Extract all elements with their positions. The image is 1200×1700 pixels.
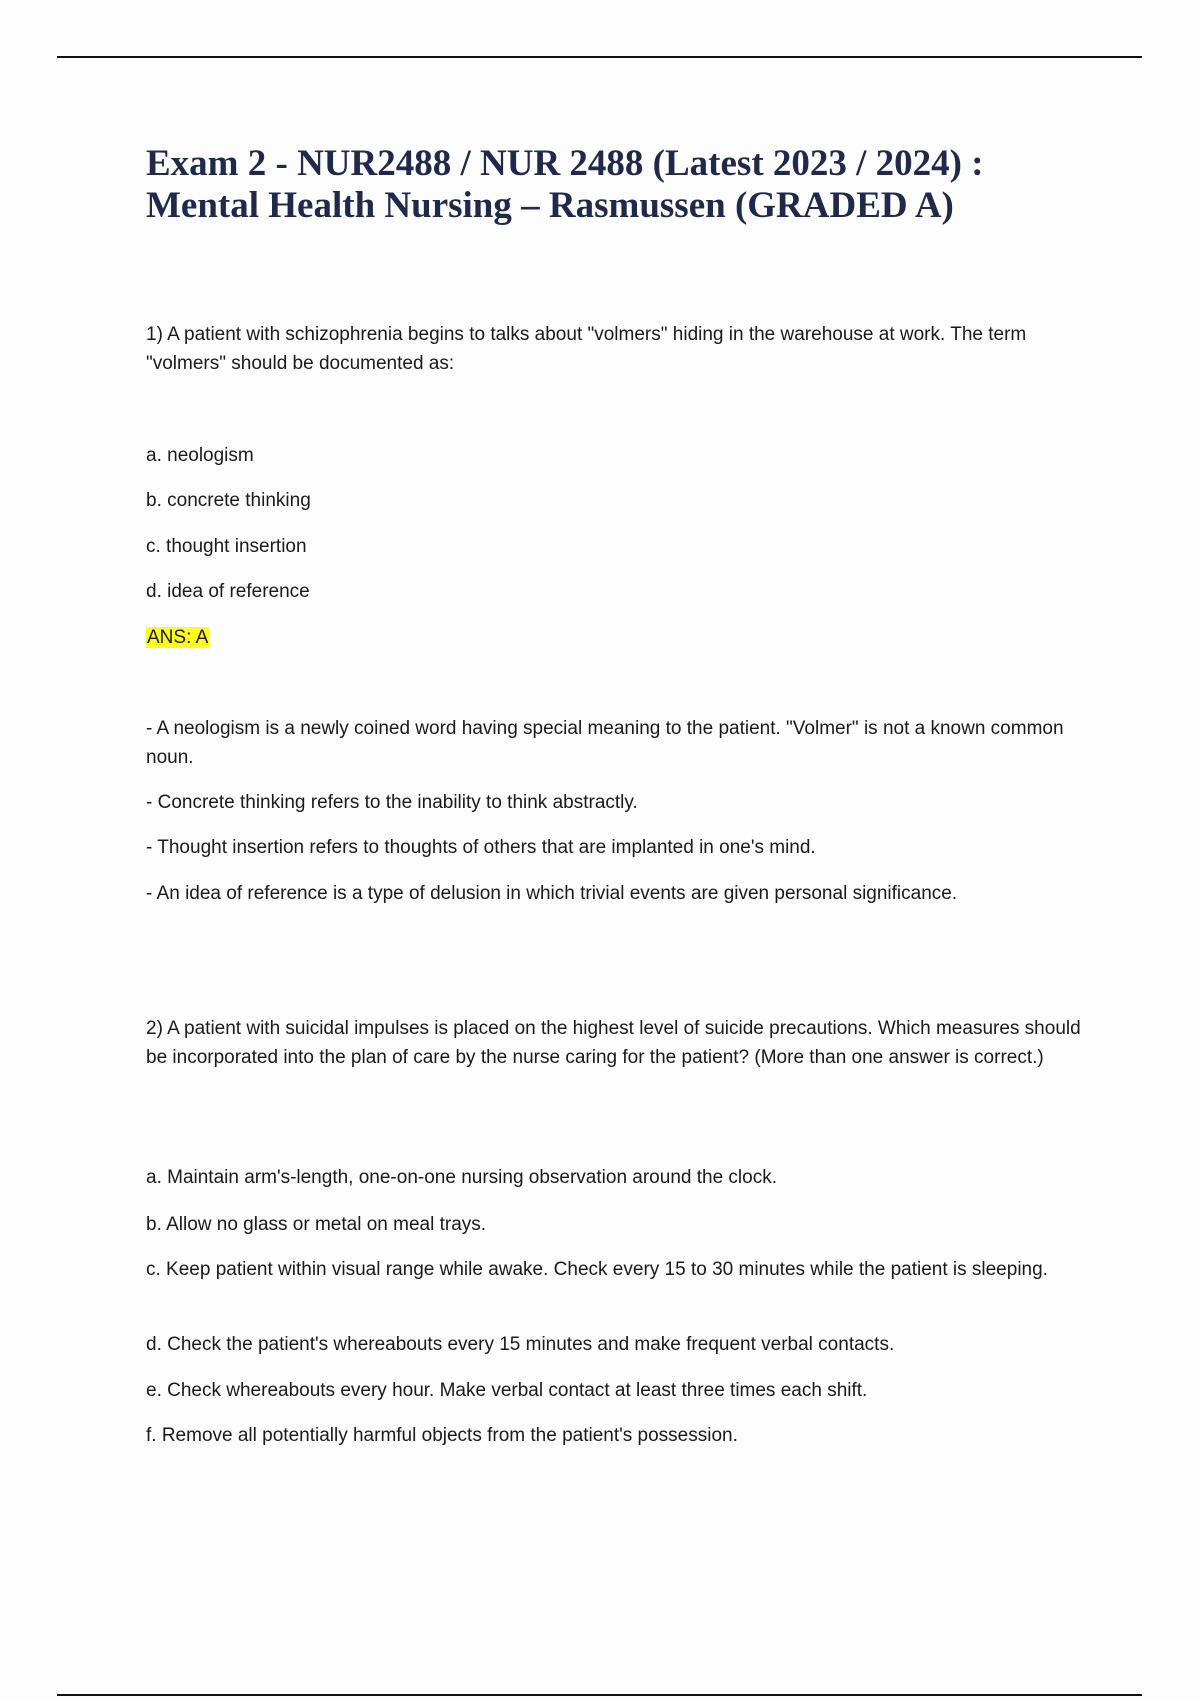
title-line-1: Exam 2 - NUR2488 / NUR 2488 (Latest 2023 / 2024) : (146, 143, 984, 184)
question-1-rationale-2: - Concrete thinking refers to the inability to think abstractly. (146, 792, 638, 813)
question-1-rationale-4: - An idea of reference is a type of delusion in which trivial events are given personal significance. (146, 883, 958, 904)
question-2-stem: 2) A patient with suicidal impulses is placed on the highest level of suicide precautions. Which measures should be incorporated into the plan of care by the nurse caring for the patient? (More than one answer is correct.) (146, 1018, 1081, 1068)
bottom-rule (57, 1694, 1142, 1696)
question-1-stem: 1) A patient with schizophrenia begins to talks about "volmers" hiding in the warehouse at work. The term "volmers" should be documented as: (146, 324, 1027, 374)
question-2-option-e: e. Check whereabouts every hour. Make verbal contact at least three times each shift. (146, 1380, 868, 1401)
question-1-option-c: c. thought insertion (146, 536, 307, 557)
question-1-rationale-3: - Thought insertion refers to thoughts of others that are implanted in one's mind. (146, 837, 816, 858)
question-1-option-d: d. idea of reference (146, 581, 310, 602)
question-2-option-a: a. Maintain arm's-length, one-on-one nursing observation around the clock. (146, 1167, 777, 1188)
question-2-option-d: d. Check the patient's whereabouts every 15 minutes and make frequent verbal contacts. (146, 1334, 895, 1355)
question-1-option-a: a. neologism (146, 445, 254, 466)
answer-highlight: ANS: A (147, 627, 209, 648)
question-2-option-f: f. Remove all potentially harmful objects from the patient's possession. (146, 1425, 738, 1446)
question-2-option-b: b. Allow no glass or metal on meal trays. (146, 1214, 487, 1235)
question-1-option-b: b. concrete thinking (146, 490, 311, 511)
question-2-option-c: c. Keep patient within visual range while awake. Check every 15 to 30 minutes while the patient is sleeping. (146, 1259, 1048, 1280)
question-1-answer (146, 623, 209, 652)
question-1-rationale-1: - A neologism is a newly coined word having special meaning to the patient. "Volmer" is not a known common noun. (146, 718, 1064, 768)
top-rule (57, 56, 1142, 58)
title-line-2: Mental Health Nursing – Rasmussen (GRADED A) (146, 185, 954, 226)
document-title (146, 143, 1106, 227)
